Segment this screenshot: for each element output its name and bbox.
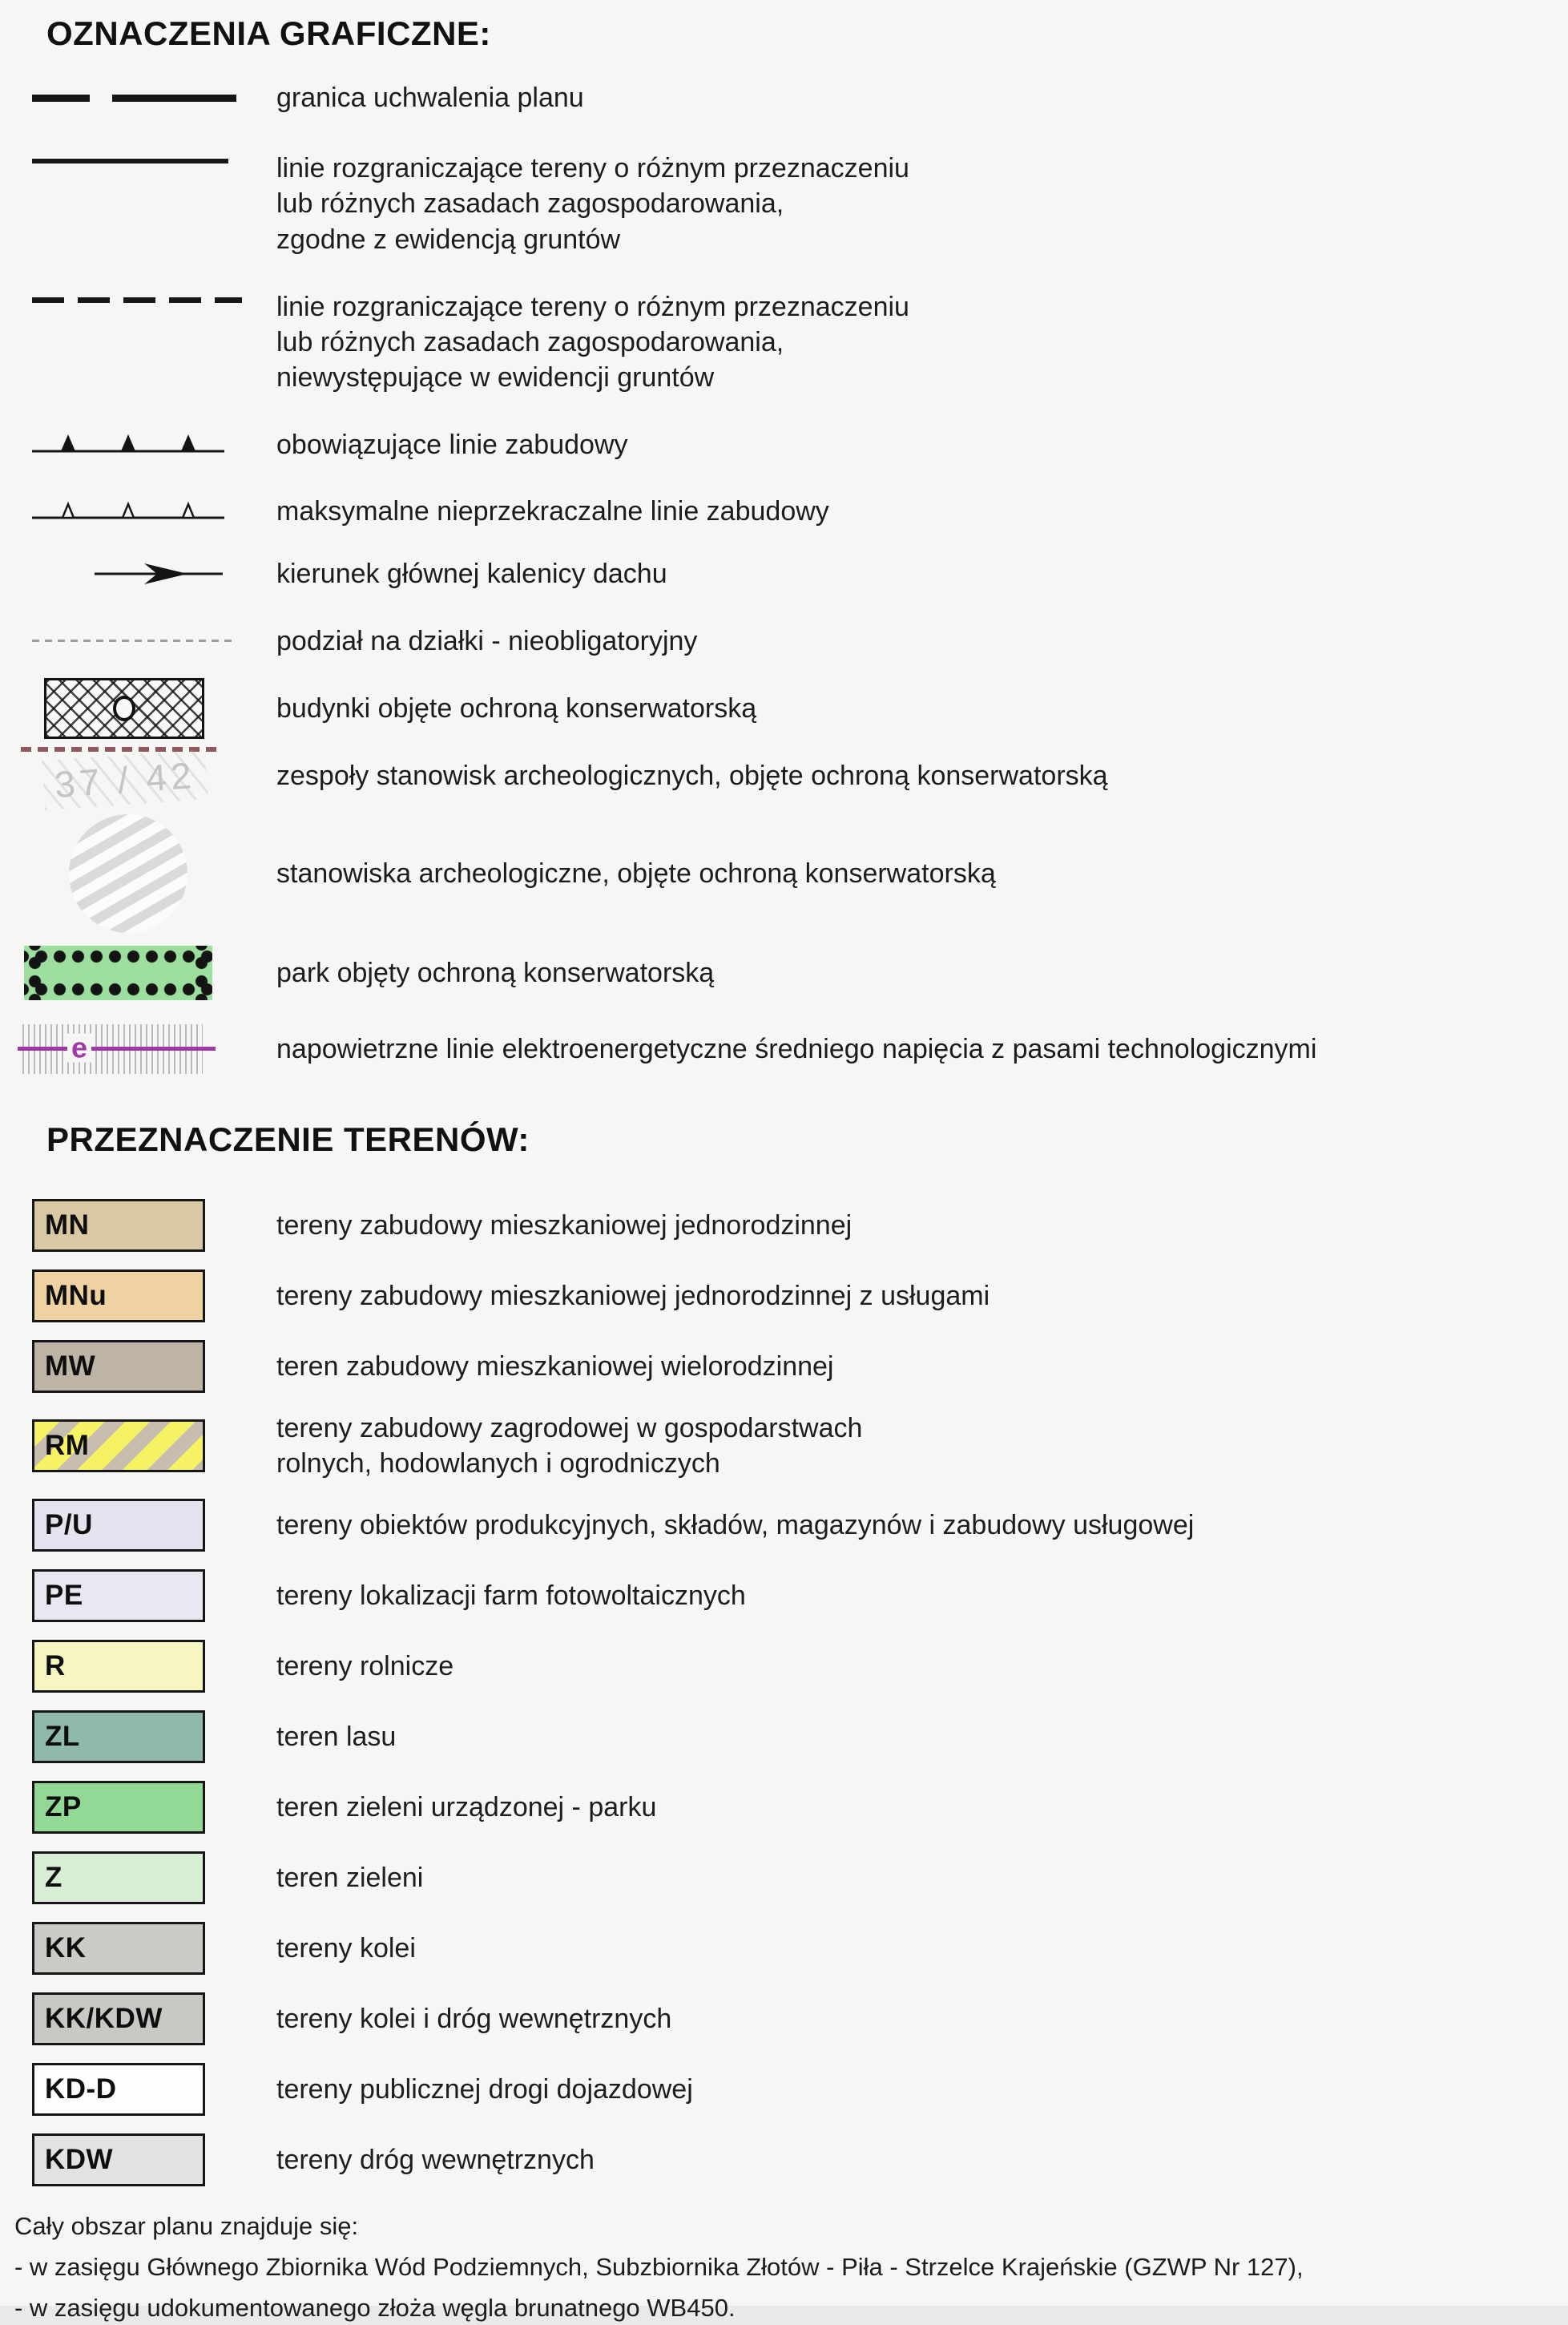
legend-label: linie rozgraniczające tereny o różnym przeznaczeniu lub różnych zasadach zagospodarowania, zgodne z ewidencją gruntów [276,153,909,255]
legend-item-linie-niewystepujace [32,289,1568,396]
zone-label: tereny zabudowy mieszkaniowej jednorodzinnej [276,1209,853,1241]
legend-label: park objęty ochroną konserwatorską [276,957,715,988]
plan-footnote [14,2210,1568,2325]
legend-item-granica [32,80,1568,115]
power-line-wire [18,1047,216,1051]
legend-item-linie-ewidencja [32,151,1568,257]
footnote-line: - w zasięgu Głównego Zbiornika Wód Podziemnych, Subzbiornika Złotów - Piła - Strzelce Krajeńskie (GZWP Nr 127), [14,2253,1304,2282]
dividing-line-solid-icon [32,159,228,163]
zone-item-mnu [32,1269,1568,1322]
zone-swatch-mn: MN [32,1199,205,1252]
zone-swatch-pe: PE [32,1569,205,1622]
zone-label: tereny zabudowy zagrodowej w gospodarstwach rolnych, hodowlanych i ogrodniczych [276,1413,863,1479]
zone-label: tereny lokalizacji farm fotowoltaicznych [276,1580,746,1612]
legend-label: obowiązujące linie zabudowy [276,430,628,461]
legend-item-podzial-dzialki [32,624,1568,659]
legend-label: stanowiska archeologiczne, objęte ochroną konserwatorską [276,858,996,889]
zone-label: teren lasu [276,1722,397,1753]
zone-item-kk [32,1922,1568,1975]
zone-swatch-r: R [32,1640,205,1693]
zone-item-mw [32,1340,1568,1393]
zone-swatch-zl: ZL [32,1710,205,1763]
zone-swatch-kk-kdw: KK/KDW [32,1992,205,2045]
plan-boundary-line-icon [32,95,236,102]
legend-item-park-ochrona [32,946,1568,1000]
dividing-line-dashed-icon [32,297,242,303]
footnote-line: - w zasięgu udokumentowanego złoża węgla brunatnego WB450. [14,2294,736,2323]
zone-swatch-kdw: KDW [32,2133,205,2186]
zone-item-zp [32,1781,1568,1834]
power-line-e-marker: e [67,1034,91,1063]
graphic-symbols-title: OZNACZENIA GRAFICZNE: [46,14,491,52]
hatch-circle [113,696,135,721]
zone-item-mn [32,1199,1568,1252]
legend-item-kierunek-kalenicy [32,556,1568,591]
zone-swatch-zp: ZP [32,1781,205,1834]
legend-label: budynki objęte ochroną konserwatorską [276,692,757,724]
legend-label: maksymalne nieprzekraczalne linie zabudowy [276,495,829,527]
legend-label: podział na działki - nieobligatoryjny [276,625,698,656]
zone-item-r [32,1640,1568,1693]
zone-label: tereny dróg wewnętrznych [276,2145,595,2176]
zone-swatch-mnu: MNu [32,1269,205,1322]
legend-label: napowietrzne linie elektroenergetyczne średniego napięcia z pasami technologicznymi [276,1033,1317,1064]
zone-swatch-pu: P/U [32,1499,205,1552]
building-line-mandatory-icon [32,429,224,461]
zone-item-kd-d [32,2063,1568,2116]
zone-swatch-mw: MW [32,1340,205,1393]
legend-label: granica uchwalenia planu [276,83,584,113]
legend-item-napowietrzne-linie [32,1024,1568,1074]
zone-label: tereny publicznej drogi dojazdowej [276,2074,693,2105]
legend-label: kierunek głównej kalenicy dachu [276,558,667,589]
archaeological-cluster-icon [21,747,231,805]
zone-swatch-z: Z [32,1851,205,1904]
zone-label: teren zieleni [276,1863,424,1894]
plot-division-line-icon [32,640,232,642]
zone-label: teren zieleni urządzonej - parku [276,1792,657,1823]
archaeological-site-number: 37 / 42 [42,749,208,810]
legend-item-budynki-ochrona [32,678,1568,739]
zone-label: tereny rolnicze [276,1651,454,1682]
protected-park-icon [24,946,212,1000]
building-line-max-icon [32,495,224,527]
legend-label: linie rozgraniczające tereny o różnym przeznaczeniu lub różnych zasadach zagospodarowania, niewystępujące w ewidencji gruntów [276,291,909,394]
legend-item-maksymalne-linie [32,494,1568,529]
zone-item-kk-kdw [32,1992,1568,2045]
legend-label: zespoły stanowisk archeologicznych, objęte ochroną konserwatorską [276,760,1108,791]
power-line-icon [22,1024,203,1074]
legend-item-stanowiska-archeologiczne [32,814,1568,933]
zone-item-pe [32,1569,1568,1622]
zone-label: tereny kolei i dróg wewnętrznych [276,2004,672,2035]
zone-label: tereny kolei [276,1933,416,1964]
roof-ridge-direction-arrow-icon [95,561,223,587]
legend-item-zespoly-archeologiczne [32,747,1568,805]
zone-swatch-rm: RM [32,1419,205,1472]
legend-item-obowiazujace-linie [32,427,1568,462]
zone-swatch-kk: KK [32,1922,205,1975]
zone-item-kdw [32,2133,1568,2186]
protected-building-hatch-icon [44,678,204,739]
zone-label: teren zabudowy mieszkaniowej wielorodzinnej [276,1350,834,1382]
zone-swatch-kd-d: KD-D [32,2063,205,2116]
footnote-line: Cały obszar planu znajduje się: [14,2212,359,2241]
archaeological-site-circle-icon [69,814,187,933]
zone-designation-title: PRZEZNACZENIE TERENÓW: [46,1120,530,1159]
zone-item-zl [32,1710,1568,1763]
zone-item-z [32,1851,1568,1904]
zone-item-rm [32,1411,1568,1481]
zone-label: tereny obiektów produkcyjnych, składów, magazynów i zabudowy usługowej [276,1510,1195,1541]
zone-item-pu [32,1499,1568,1552]
zone-label: tereny zabudowy mieszkaniowej jednorodzinnej z usługami [276,1280,990,1311]
